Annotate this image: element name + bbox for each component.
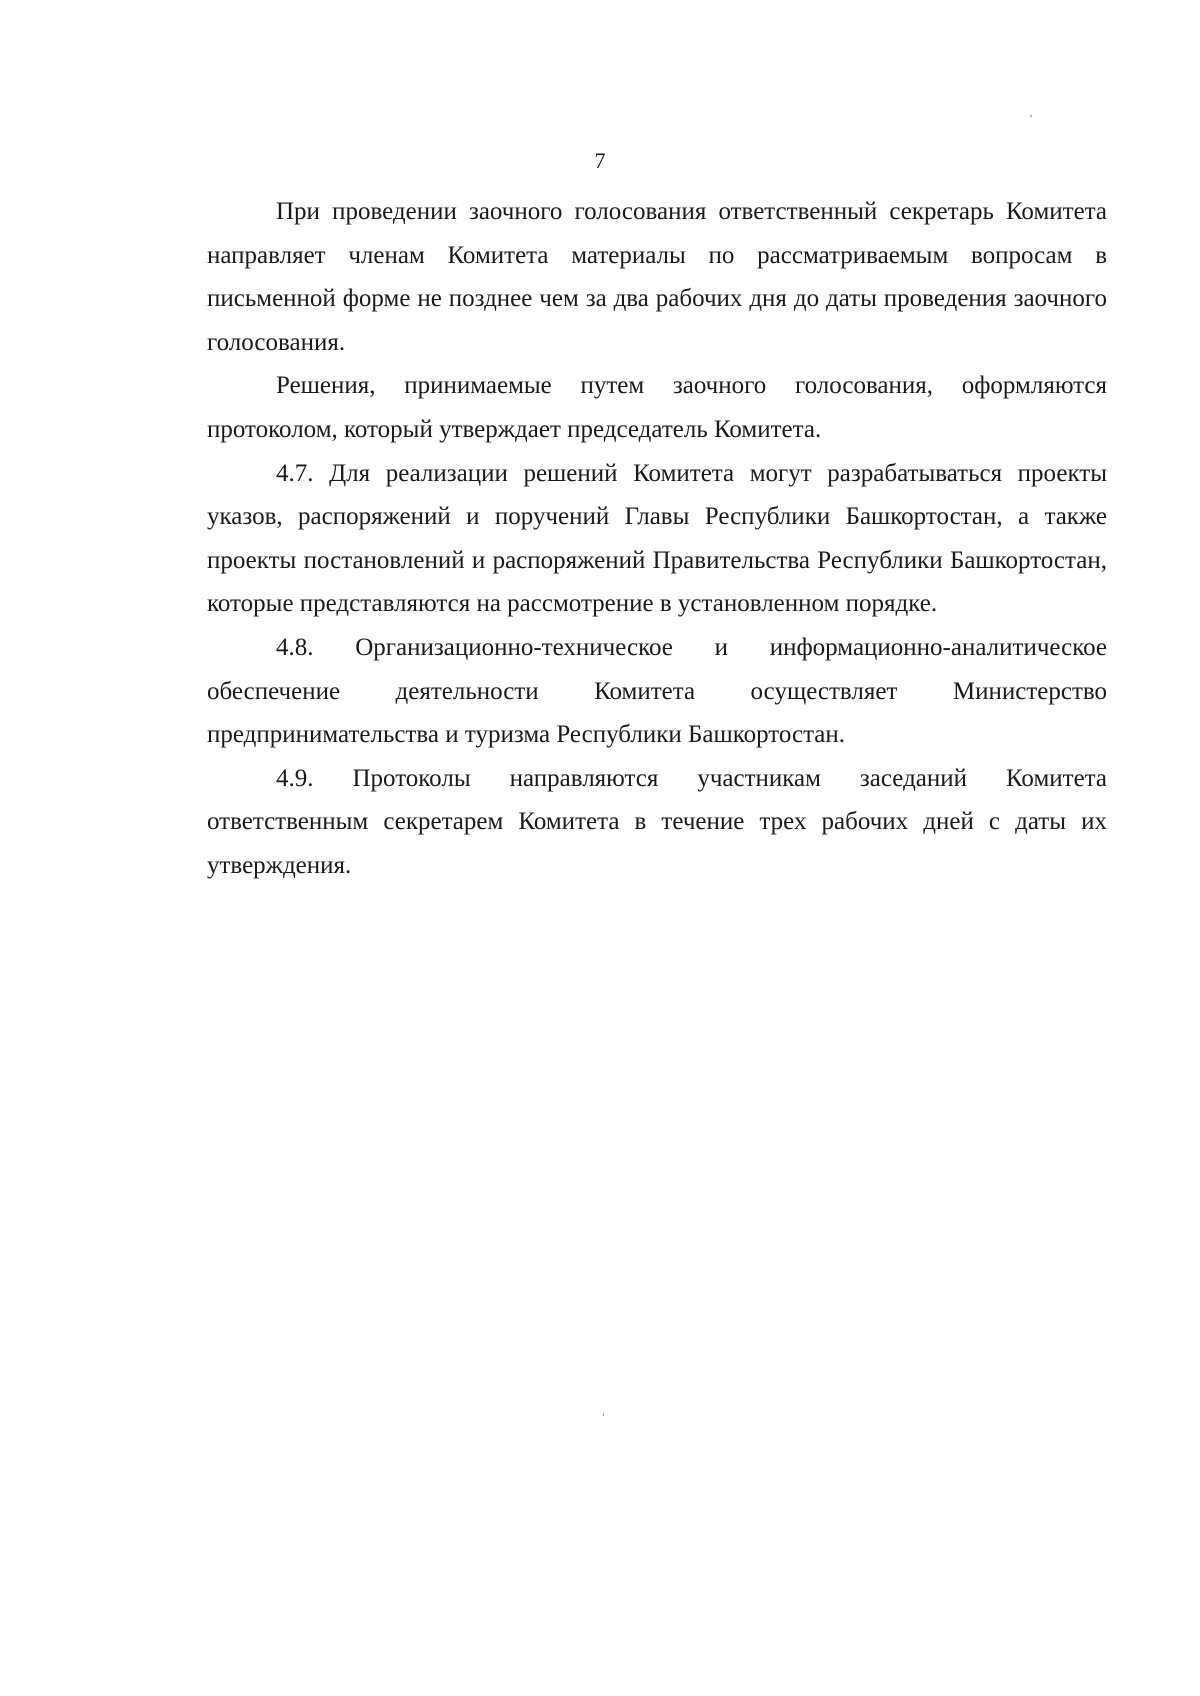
scan-speck [1030, 115, 1032, 117]
body-text [207, 190, 1107, 888]
scan-speck [603, 1413, 604, 1416]
paragraph-4-9: 4.9. Протоколы направляются участникам заседаний Комитета ответственным секретарем Комитета в течение трех рабочих дней с даты их утверждения. [207, 764, 1107, 879]
page-number: 7 [594, 148, 606, 173]
paragraph-absentee-voting-materials: При проведении заочного голосования ответственный секретарь Комитета направляет членам Комитета материалы по рассматриваемым вопросам в письменной форме не позднее чем за два рабочих дня до даты проведения заочного голосования. [207, 198, 1107, 356]
paragraph-4-7: 4.7. Для реализации решений Комитета могут разрабатываться проекты указов, распоряжений и поручений Главы Республики Башкортостан, а также проекты постановлений и распоряжений Правительства Республики Башкортостан, которые представляются на рассмотрение в установленном порядке. [207, 459, 1107, 618]
paragraph-absentee-voting-decisions: Решения, принимаемые путем заочного голосования, оформляются протоколом, который утверждает председатель Комитета. [207, 372, 1107, 443]
paragraph-4-8: 4.8. Организационно-техническое и информационно-аналитическое обеспечение деятельности Комитета осуществляет Министерство предпринимательства и туризма Республики Башкортостан. [207, 633, 1107, 749]
